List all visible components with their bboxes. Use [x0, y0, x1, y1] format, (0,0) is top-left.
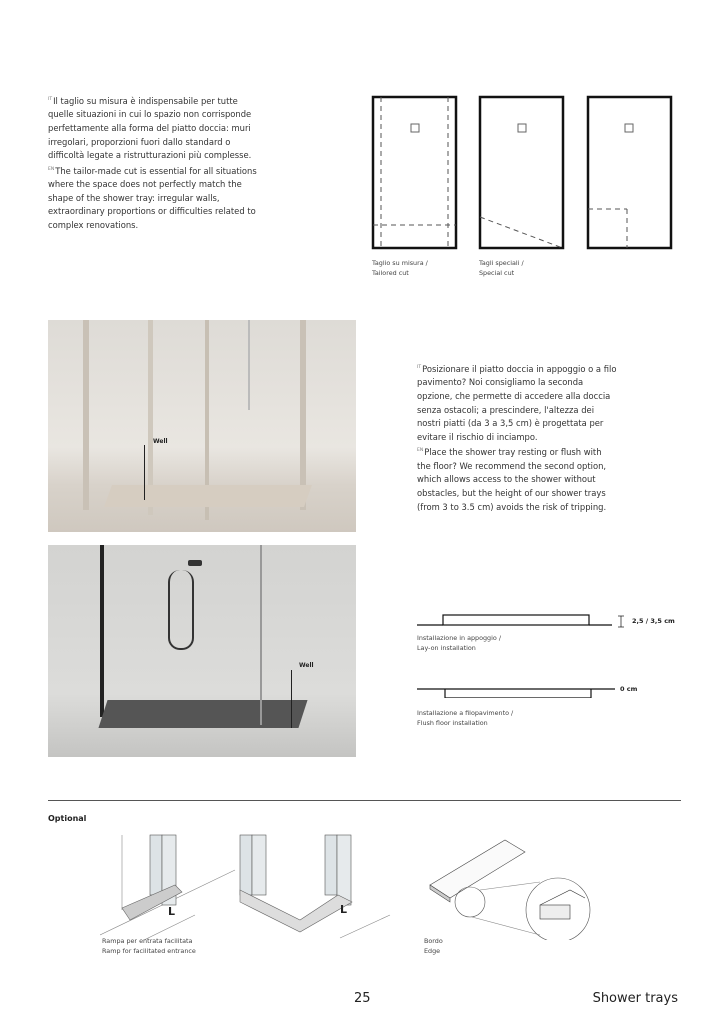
flush-caption: Installazione a filopavimento / Flush floor installation — [417, 709, 514, 727]
special-caption: Tagli speciali / Special cut — [479, 259, 524, 277]
intro-en: The tailor-made cut is essential for all situations where the space does not perfectly match the shape of the shower tray: irregular walls, extraordinary proportions or difficulties related to complex renovations. — [48, 165, 257, 230]
shower-photo-beige — [48, 320, 356, 532]
intro-text — [48, 93, 263, 233]
install-diagrams — [415, 608, 625, 698]
length-label: L — [340, 903, 348, 916]
ramp-caption: Rampa per entrata facilitata Ramp for facilitated entrance — [102, 937, 196, 955]
tray-corner — [588, 97, 671, 248]
layon-height: 2,5 / 3,5 cm — [632, 617, 675, 625]
edge-caption: Bordo Edge — [424, 937, 443, 955]
intro-it: Il taglio su misura è indispensabile per tutte quelle situazioni in cui lo spazio non corrisponde perfettamente alla forma del piatto doccia: muri irregolari, proporzioni fuori dallo standard o difficoltà legate a ristrutturazioni più complesse. — [48, 95, 252, 161]
install-text: $^{IT}$Posizionare il piatto doccia in appoggio o a filo pavimento? Noi consigliamo la seconda opzione, che permette di accedere alla doccia senza ostacoli; a prescindere, l'altezza dei nostri piatti (da 3 a 3,5 cm) è progettata per evitare il rischio di inciampo. $^{EN}$Place the shower tray resting or flush with the floor? We recommend the second option, which allows access to the shower without obstacles, but the height of our shower trays (from 3 to 3.5 cm) avoids the risk of tripping. — [417, 363, 617, 512]
page-number: 25 — [354, 991, 371, 1006]
optional-illustrations — [100, 830, 620, 940]
well-label: Well — [153, 438, 168, 445]
flush-height: 0 cm — [620, 685, 638, 693]
length-label: L — [168, 905, 176, 918]
section-title: Shower trays — [592, 991, 678, 1006]
shower-photo-grey — [48, 545, 356, 757]
en-flag: EN — [48, 166, 55, 172]
well-label: Well — [299, 662, 314, 669]
cut-diagrams — [365, 90, 675, 255]
optional-title: Optional — [48, 814, 87, 823]
tailored-caption: Taglio su misura / Tailored cut — [372, 259, 428, 277]
tray-special — [480, 97, 563, 248]
it-flag: IT — [48, 97, 53, 102]
divider — [48, 800, 681, 801]
layon-caption: Installazione in appoggio / Lay-on installation — [417, 634, 501, 652]
